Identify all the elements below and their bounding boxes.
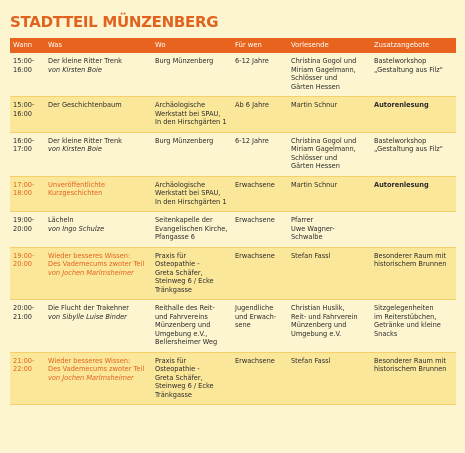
cell-fuer-wen — [232, 132, 288, 176]
wo-line: und Fahrvereins — [155, 312, 208, 321]
vorlesende-line: Umgebung e.V. — [291, 329, 342, 338]
vorlesende-line: Schlösser und — [291, 74, 338, 82]
event-title: Wieder besseres Wissen: — [48, 251, 131, 260]
cell-vorlesende — [288, 97, 371, 133]
wo-line: Evangelischen Kirche, — [155, 224, 228, 233]
vorlesende-line: Miriam Gagelmann, — [291, 145, 356, 153]
vorlesende-line: Christina Gogol und — [291, 57, 357, 65]
zusatz-line: historischem Brunnen — [374, 365, 447, 373]
cell-fuer-wen — [232, 300, 288, 353]
cell-fuer-wen — [232, 247, 288, 300]
schedule-body — [10, 53, 456, 405]
wann-line: 19:00- — [13, 251, 35, 260]
cell-fuer-wen — [232, 352, 288, 405]
cell-zusatz — [371, 300, 456, 353]
event-author: von Ingo Schulze — [48, 224, 105, 233]
zusatz-line: Autorenlesung — [374, 180, 429, 189]
cell-zusatz — [371, 97, 456, 133]
cell-zusatz — [371, 247, 456, 300]
vorlesende-line: Uwe Wagner- — [291, 224, 335, 233]
cell-wann — [10, 212, 45, 248]
cell-vorlesende — [288, 132, 371, 176]
vorlesende-line: Gärten Hessen — [291, 82, 340, 91]
event-title-line2: Des Vademecums zwoter Teil — [48, 260, 145, 268]
wo-line: Praxis für — [155, 251, 187, 260]
wo-line: Seitenkapelle der — [155, 216, 213, 224]
cell-wann — [10, 247, 45, 300]
vorlesende-line: Münzenberg und — [291, 321, 347, 329]
wann-line: 20:00 — [13, 260, 33, 268]
cell-zusatz — [371, 176, 456, 212]
wo-line: Greta Schäfer, — [155, 373, 203, 382]
wann-line: 17:00 — [13, 145, 33, 153]
zusatz-line: Snacks — [374, 329, 398, 338]
zusatz-line: Besonderer Raum mit — [374, 251, 446, 260]
zusatz-line: Bastelworkshop — [374, 57, 427, 65]
cell-was — [45, 97, 152, 133]
header-wo: Wo — [152, 38, 232, 53]
fuer-wen-line: Ab 6 Jahre — [235, 101, 269, 109]
event-title-line2: Des Vademecums zwoter Teil — [48, 365, 145, 373]
header-zusatzangebote: Zusatzangebote — [371, 38, 456, 53]
table-row — [10, 300, 456, 353]
vorlesende-line: Pfarrer — [291, 216, 314, 224]
cell-wann — [10, 132, 45, 176]
fuer-wen-line: Erwachsene — [235, 180, 275, 189]
wo-line: In den Hirschgärten 1 — [155, 197, 227, 206]
event-title: Wieder besseres Wissen: — [48, 356, 131, 365]
cell-vorlesende — [288, 53, 371, 97]
table-header-row — [10, 38, 456, 53]
wann-line: 16:00 — [13, 109, 33, 118]
cell-zusatz — [371, 352, 456, 405]
wann-line: 21:00 — [13, 312, 33, 321]
event-author: von Jochen Marlmsheimer — [48, 373, 134, 382]
table-row — [10, 53, 456, 97]
cell-vorlesende — [288, 212, 371, 248]
wo-line: Steinweg 6 / Ecke — [155, 382, 214, 390]
fuer-wen-line: Erwachsene — [235, 216, 275, 224]
fuer-wen-line: 6-12 Jahre — [235, 136, 269, 145]
wann-line: 19:00- — [13, 216, 35, 224]
zusatz-line: Bastelworkshop — [374, 136, 427, 145]
fuer-wen-line: Erwachsene — [235, 251, 275, 260]
cell-wann — [10, 300, 45, 353]
schedule-table — [10, 38, 456, 405]
wo-line: Umgebung e.V., — [155, 329, 208, 338]
wann-line: 15:00- — [13, 101, 35, 109]
event-title: Der kleine Ritter Trenk — [48, 57, 122, 65]
cell-wann — [10, 352, 45, 405]
cell-vorlesende — [288, 352, 371, 405]
wann-line: 21:00- — [13, 356, 35, 365]
cell-wann — [10, 176, 45, 212]
event-author: von Kirsten Boie — [48, 65, 102, 74]
event-author: von Sibylle Luise Binder — [48, 312, 127, 321]
wann-line: 15:00- — [13, 57, 35, 65]
cell-fuer-wen — [232, 53, 288, 97]
wo-line: Osteopathie - — [155, 365, 200, 373]
vorlesende-line: Miriam Gagelmann, — [291, 65, 356, 74]
wann-line: 16:00 — [13, 65, 33, 74]
cell-vorlesende — [288, 176, 371, 212]
wann-line: 16:00- — [13, 136, 35, 145]
cell-wo — [152, 53, 232, 97]
vorlesende-line: Christian Huslik, — [291, 304, 345, 312]
header-wann: Wann — [10, 38, 45, 53]
header-vorlesende: Vorlesende — [288, 38, 371, 53]
cell-was — [45, 53, 152, 97]
fuer-wen-line: und Erwach- — [235, 312, 277, 321]
vorlesende-line: Reit- und Fahrverein — [291, 312, 358, 321]
cell-was — [45, 300, 152, 353]
cell-wo — [152, 176, 232, 212]
fuer-wen-line: 6-12 Jahre — [235, 57, 269, 65]
zusatz-line: „Gestaltung aus Filz“ — [374, 145, 444, 153]
wo-line: Tränkgasse — [155, 285, 192, 294]
table-row — [10, 132, 456, 176]
cell-wann — [10, 97, 45, 133]
cell-wo — [152, 132, 232, 176]
wo-line: Osteopathie - — [155, 260, 200, 268]
cell-was — [45, 176, 152, 212]
fuer-wen-line: sene — [235, 321, 251, 329]
wo-line: Greta Schäfer, — [155, 268, 203, 277]
vorlesende-line: Gärten Hessen — [291, 162, 340, 170]
wo-line: Reithalle des Reit- — [155, 304, 215, 312]
header-was: Was — [45, 38, 152, 53]
table-row — [10, 176, 456, 212]
wo-line: Archäologische — [155, 101, 206, 109]
table-row — [10, 247, 456, 300]
cell-wann — [10, 53, 45, 97]
event-title: Lächeln — [48, 216, 74, 224]
fuer-wen-line: Erwachsene — [235, 356, 275, 365]
vorlesende-line: Schlösser und — [291, 153, 338, 162]
vorlesende-line: Stefan Fassl — [291, 251, 331, 260]
zusatz-line: Getränke und kleine — [374, 321, 441, 329]
wo-line: Steinweg 6 / Ecke — [155, 277, 214, 285]
zusatz-line: Besonderer Raum mit — [374, 356, 446, 365]
wo-line: Münzenberg und — [155, 321, 211, 329]
wo-line: Praxis für — [155, 356, 187, 365]
table-row — [10, 352, 456, 405]
cell-vorlesende — [288, 247, 371, 300]
cell-wo — [152, 212, 232, 248]
vorlesende-line: Stefan Fassl — [291, 356, 331, 365]
wo-line: Burg Münzenberg — [155, 57, 214, 65]
cell-wo — [152, 352, 232, 405]
fuer-wen-line: Jugendliche — [235, 304, 274, 312]
wo-line: Burg Münzenberg — [155, 136, 214, 145]
table-row — [10, 97, 456, 133]
event-title: Unveröffentlichte Kurzgeschichten — [48, 180, 106, 197]
cell-wo — [152, 247, 232, 300]
zusatz-line: im Reiterstübchen, — [374, 312, 437, 321]
page-title: STADTTEIL MÜNZENBERG — [10, 13, 219, 31]
event-title: Der kleine Ritter Trenk — [48, 136, 122, 145]
cell-vorlesende — [288, 300, 371, 353]
zusatz-line: „Gestaltung aus Filz“ — [374, 65, 444, 74]
cell-fuer-wen — [232, 97, 288, 133]
event-title: Die Flucht der Trakehner — [48, 304, 129, 312]
cell-zusatz — [371, 132, 456, 176]
table-row — [10, 212, 456, 248]
header-fuer-wen: Für wen — [232, 38, 288, 53]
event-title: Der Geschichtenbaum — [48, 101, 122, 109]
wann-line: 17:00- — [13, 180, 35, 189]
cell-was — [45, 247, 152, 300]
zusatz-line: Autorenlesung — [374, 101, 429, 109]
zusatz-line: historischem Brunnen — [374, 260, 447, 268]
cell-wo — [152, 97, 232, 133]
event-author: von Jochen Marlmsheimer — [48, 268, 134, 277]
vorlesende-line: Schwalbe — [291, 233, 323, 241]
vorlesende-line: Martin Schnur — [291, 101, 338, 109]
wann-line: 20:00 — [13, 224, 33, 233]
wo-line: Werkstatt bei SPAU, — [155, 109, 221, 118]
vorlesende-line: Christina Gogol und — [291, 136, 357, 145]
cell-fuer-wen — [232, 212, 288, 248]
wo-line: Pfangasse 6 — [155, 233, 195, 241]
wann-line: 20:00- — [13, 304, 35, 312]
cell-zusatz — [371, 53, 456, 97]
vorlesende-line: Martin Schnur — [291, 180, 338, 189]
wann-line: 18:00 — [13, 189, 33, 197]
wo-line: Bellersheimer Weg — [155, 338, 218, 346]
wo-line: Werkstatt bei SPAU, — [155, 189, 221, 197]
cell-was — [45, 212, 152, 248]
wo-line: Tränkgasse — [155, 390, 192, 399]
event-author: von Kirsten Boie — [48, 145, 102, 153]
cell-fuer-wen — [232, 176, 288, 212]
wann-line: 22:00 — [13, 365, 33, 373]
cell-was — [45, 132, 152, 176]
wo-line: Archäologische — [155, 180, 206, 189]
wo-line: In den Hirschgärten 1 — [155, 118, 227, 126]
cell-zusatz — [371, 212, 456, 248]
zusatz-line: Sitzgelegenheiten — [374, 304, 434, 312]
cell-was — [45, 352, 152, 405]
cell-wo — [152, 300, 232, 353]
